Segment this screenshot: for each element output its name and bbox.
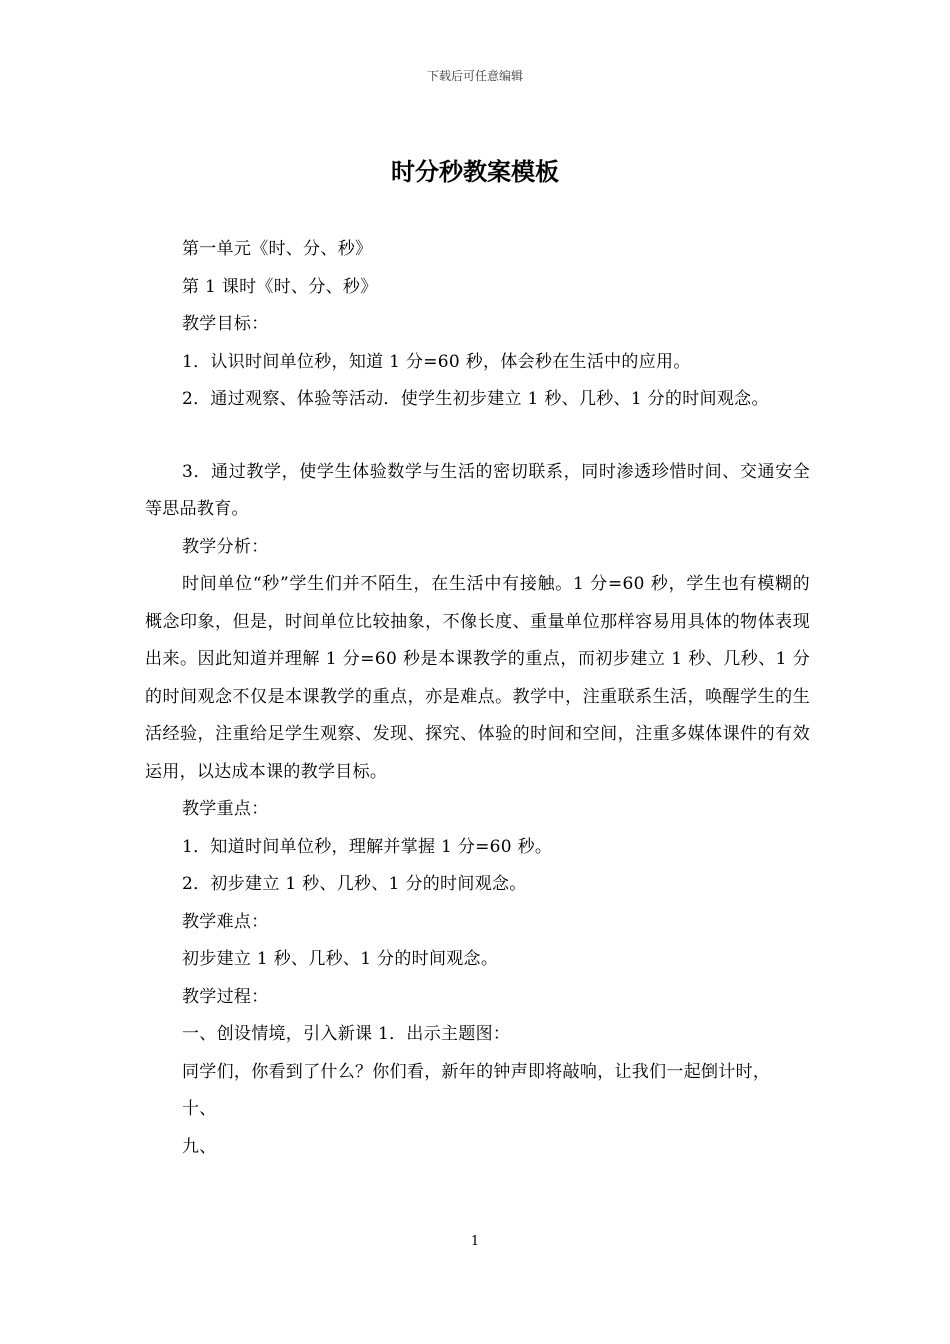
process-heading: 教学过程： bbox=[182, 986, 269, 1007]
document-body bbox=[145, 231, 810, 1166]
page-number: 1 bbox=[470, 1234, 480, 1249]
unit-line: 第一单元《时、分、秒》 bbox=[182, 239, 373, 259]
spacer bbox=[145, 419, 810, 454]
difficulty-text: 初步建立 1 秒、几秒、1 分的时间观念。 bbox=[182, 949, 499, 969]
analysis-paragraph: 时间单位“秒”学生们并不陌生，在生活中有接触。1 分=60 秒，学生也有模糊的概念印象，但是，时间单位比较抽象，不像长度、重量单位那样容易用具体的物体表现出来。因此知道并理解 1 分=60 秒是本课教学的重点，而初步建立 1 秒、几秒、1 分的时间观念不仅是本课教学的重点，亦是难点。教学中，注重联系生活，唤醒学生的生活经验，注重给足学生观察、发现、探究、体验的时间和空间，注重多媒体课件的有效运用，以达成本课的教学目标。 bbox=[145, 574, 810, 782]
goals-heading: 教学目标： bbox=[182, 314, 269, 334]
countdown-ten: 十、 bbox=[182, 1099, 217, 1119]
key-point-1: 1．知道时间单位秒，理解并掌握 1 分=60 秒。 bbox=[182, 836, 553, 857]
header-note: 下载后可任意编辑 bbox=[426, 69, 523, 83]
process-step-1: 一、创设情境，引入新课 1．出示主题图： bbox=[182, 1024, 511, 1044]
analysis-heading: 教学分析： bbox=[182, 536, 269, 557]
process-step-1-text: 同学们，你看到了什么？你们看，新年的钟声即将敲响，让我们一起倒计时， bbox=[182, 1061, 771, 1082]
goal-3: 3．通过教学，使学生体验数学与生活的密切联系，同时渗透珍惜时间、交通安全等思品教育。 bbox=[145, 461, 810, 519]
difficulty-heading: 教学难点： bbox=[182, 911, 269, 932]
document-title: 时分秒教案模板 bbox=[391, 158, 559, 186]
countdown-nine: 九、 bbox=[182, 1136, 217, 1157]
goal-1: 1．认识时间单位秒，知道 1 分=60 秒，体会秒在生活中的应用。 bbox=[182, 351, 691, 372]
key-point-2: 2．初步建立 1 秒、几秒、1 分的时间观念。 bbox=[182, 874, 527, 894]
goal-2: 2．通过观察、体验等活动．使学生初步建立 1 秒、几秒、1 分的时间观念。 bbox=[182, 389, 769, 409]
lesson-line: 第 1 课时《时、分、秒》 bbox=[182, 276, 378, 297]
key-points-heading: 教学重点： bbox=[182, 799, 269, 819]
